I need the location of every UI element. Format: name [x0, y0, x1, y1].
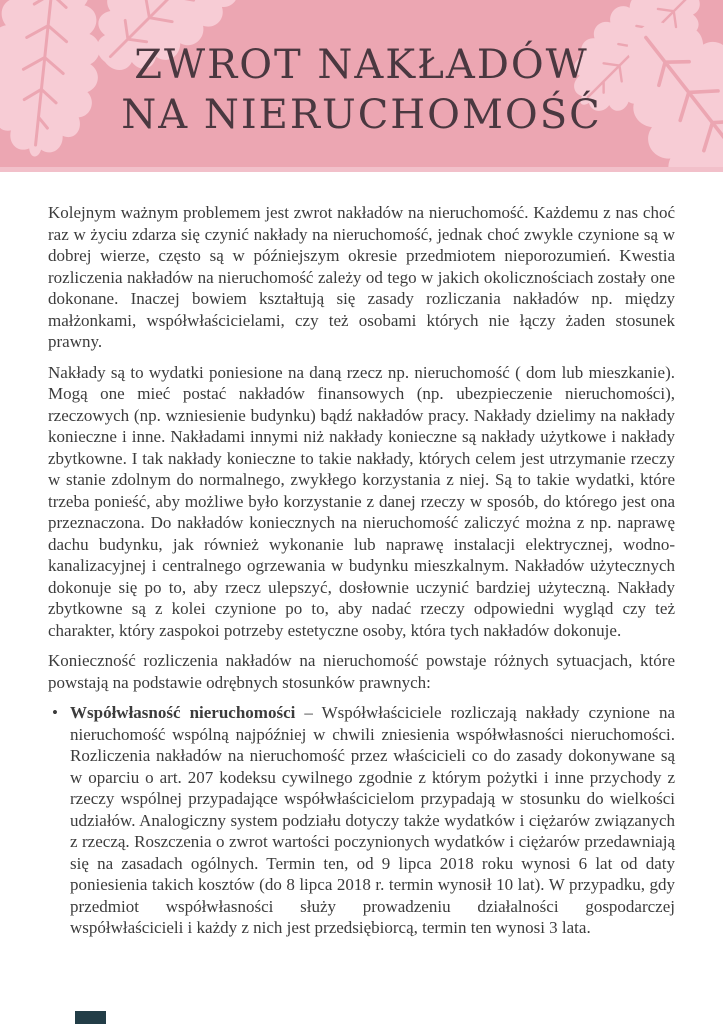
page-title-line1: ZWROT NAKŁADÓW	[134, 42, 589, 88]
bullet-dash: –	[295, 703, 322, 722]
bullet-lead-bold: Współwłasność nieruchomości	[70, 703, 296, 722]
bullet-text	[70, 702, 675, 939]
bullet-body-text: Współwłaściciele rozliczają nakłady czynione na nieruchomość wspólną najpóźniej w chwili zniesienia współwłasności nieruchomości. Rozliczenia nakładów na nieruchomość przez właścicieli co do zasady dokonywane są w oparciu o art. 207 kodeksu cywilnego zgodnie z którym pożytki i inne przychody z rzeczy wspólnej przypadające współwłaścicielom przypadają w stosunku do wielkości udziałów. Analogiczny system podziału dotyczy także wydatków i ciężarów związanych z rzeczą. Roszczenia o zwrot wartości poczynionych wydatków i ciężarów przedawniają się na zasadach ogólnych. Termin ten, od 9 lipca 2018 roku wynosi 6 lat od daty poniesienia takich kosztów (do 8 lipca 2018 r. termin wynosił 10 lat). W przypadku, gdy przedmiot współwłasności służy prowadzeniu działalności gospodarczej współwłaścicieli i każdy z nich jest przedsiębiorcą, termin ten wynosi 3 lata.	[70, 703, 675, 937]
page-title-line2: NA NIERUCHOMOŚĆ	[121, 92, 602, 138]
bullet-icon: •	[52, 703, 58, 722]
list-item	[48, 702, 675, 939]
paragraph-definitions: Nakłady są to wydatki poniesione na daną rzecz np. nieruchomość ( dom lub mieszkanie). Mogą one mieć postać nakładów finansowych (np. ubezpieczenie nieruchomości), rzeczowych (np. wzniesienie budynku) bądź nakładów pracy. Nakłady dzielimy na nakłady konieczne i inne. Nakładami innymi niż nakłady konieczne są nakłady użytkowe i nakłady zbytkowne. I tak nakłady konieczne to takie nakłady, których celem jest utrzymanie rzeczy w stanie zdolnym do normalnego, zwykłego korzystania z niej. Są to takie wydatki, które trzeba ponieść, aby możliwe było korzystanie z danej rzeczy w sposób, do którego jest ona przeznaczona. Do nakładów koniecznych na nieruchomość zaliczyć można z np. naprawę dachu budynku, jak również wykonanie lub naprawę instalacji elektrycznej, wodno-kanalizacyjnej i centralnego ogrzewania w budynku mieszkalnym. Nakładów użytecznych dokonuje się po to, aby rzecz ulepszyć, dosłownie uczynić bardziej użyteczną. Nakłady zbytkowne są z kolei czynione po to, aby nadać rzeczy odpowiedni wygląd czy też charakter, który zaspokoi potrzeby estetyczne osoby, która tych nakładów dokonuje.	[48, 362, 675, 640]
header-band	[0, 0, 723, 172]
page-number-tab	[75, 1011, 106, 1024]
bullet-list	[48, 702, 675, 939]
document-body	[0, 172, 723, 939]
paragraph-situations: Konieczność rozliczenia nakładów na nieruchomość powstaje różnych sytuacjach, które powstają na podstawie odrębnych stosunków prawnych:	[48, 651, 675, 692]
page-title	[0, 0, 723, 140]
paragraph-intro: Kolejnym ważnym problemem jest zwrot nakładów na nieruchomość. Każdemu z nas choć raz w życiu zdarza się czynić nakłady na nieruchomość, jednak choć zwykle czynione są w dobrej wierze, często są w późniejszym okresie przedmiotem nieporozumień. Kwestia rozliczenia nakładów na nieruchomość zależy od tego w jakich okolicznościach zostały one dokonane. Inaczej bowiem kształtują się zasady rozliczania nakładów np. między małżonkami, współwłaścicielami, czy też osobami których nie łączy żaden stosunek prawny.	[48, 203, 675, 351]
